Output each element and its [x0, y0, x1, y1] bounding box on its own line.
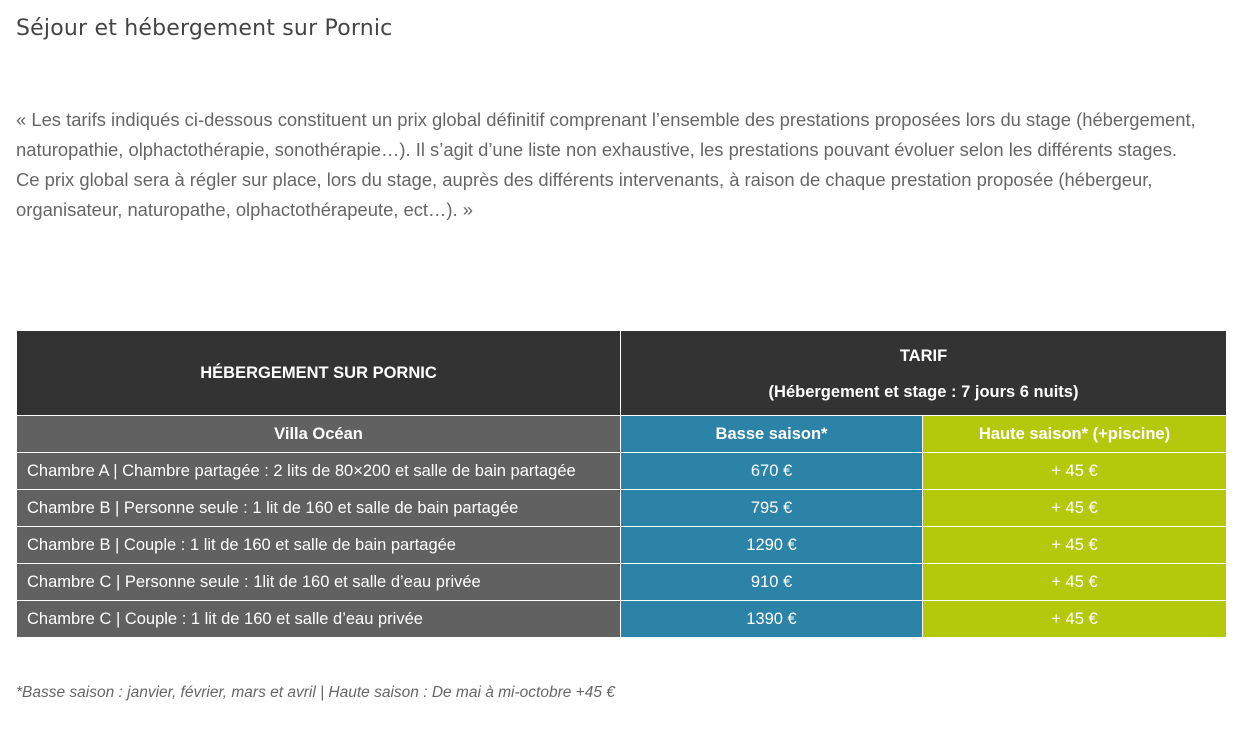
low-season-price: 1290 € — [621, 527, 923, 564]
table-subheader-row — [17, 416, 1227, 453]
low-season-price: 670 € — [621, 453, 923, 490]
intro-paragraph-1: « Les tarifs indiqués ci-dessous constituent un prix global définitif comprenant l’ensemble des prestations proposées lors du stage (hébergement, naturopathie, olphactothérapie, sonothérapie…). Il s’agit d’une liste non exhaustive, les prestations pouvant évoluer selon les différents stages. — [16, 109, 1196, 160]
high-season-price: + 45 € — [923, 527, 1227, 564]
high-season-price: + 45 € — [923, 601, 1227, 638]
page-title: Séjour et hébergement sur Pornic — [16, 16, 393, 41]
table-row — [17, 453, 1227, 490]
season-footnote: *Basse saison : janvier, février, mars et avril | Haute saison : De mai à mi-octobre +45 € — [16, 684, 615, 701]
header-high-season: Haute saison* (+piscine) — [923, 416, 1227, 453]
room-cell: Chambre B | Personne seule : 1 lit de 160 et salle de bain partagée — [17, 490, 621, 527]
high-season-price: + 45 € — [923, 490, 1227, 527]
room-cell: Chambre C | Personne seule : 1lit de 160 et salle d’eau privée — [17, 564, 621, 601]
header-accommodation: HÉBERGEMENT SUR PORNIC — [17, 331, 621, 416]
room-cell: Chambre C | Couple : 1 lit de 160 et salle d’eau privée — [17, 601, 621, 638]
table-row — [17, 490, 1227, 527]
header-tarif — [621, 331, 1227, 416]
room-cell: Chambre A | Chambre partagée : 2 lits de 80×200 et salle de bain partagée — [17, 453, 621, 490]
low-season-price: 910 € — [621, 564, 923, 601]
table-row — [17, 601, 1227, 638]
header-tarif-subtitle: (Hébergement et stage : 7 jours 6 nuits) — [768, 383, 1079, 401]
low-season-price: 1390 € — [621, 601, 923, 638]
header-tarif-label: TARIF — [899, 347, 948, 365]
header-low-season: Basse saison* — [621, 416, 923, 453]
intro-paragraph-2: Ce prix global sera à régler sur place, lors du stage, auprès des différents intervenants, à raison de chaque prestation proposée (hébergeur, organisateur, naturopathe, olphactothérapeute, ect…). » — [16, 169, 1153, 220]
header-villa: Villa Océan — [17, 416, 621, 453]
rates-table — [16, 330, 1227, 638]
table-row — [17, 527, 1227, 564]
room-cell: Chambre B | Couple : 1 lit de 160 et salle de bain partagée — [17, 527, 621, 564]
table-header-row — [17, 331, 1227, 416]
high-season-price: + 45 € — [923, 453, 1227, 490]
table-row — [17, 564, 1227, 601]
low-season-price: 795 € — [621, 490, 923, 527]
high-season-price: + 45 € — [923, 564, 1227, 601]
intro-text — [16, 105, 1226, 225]
